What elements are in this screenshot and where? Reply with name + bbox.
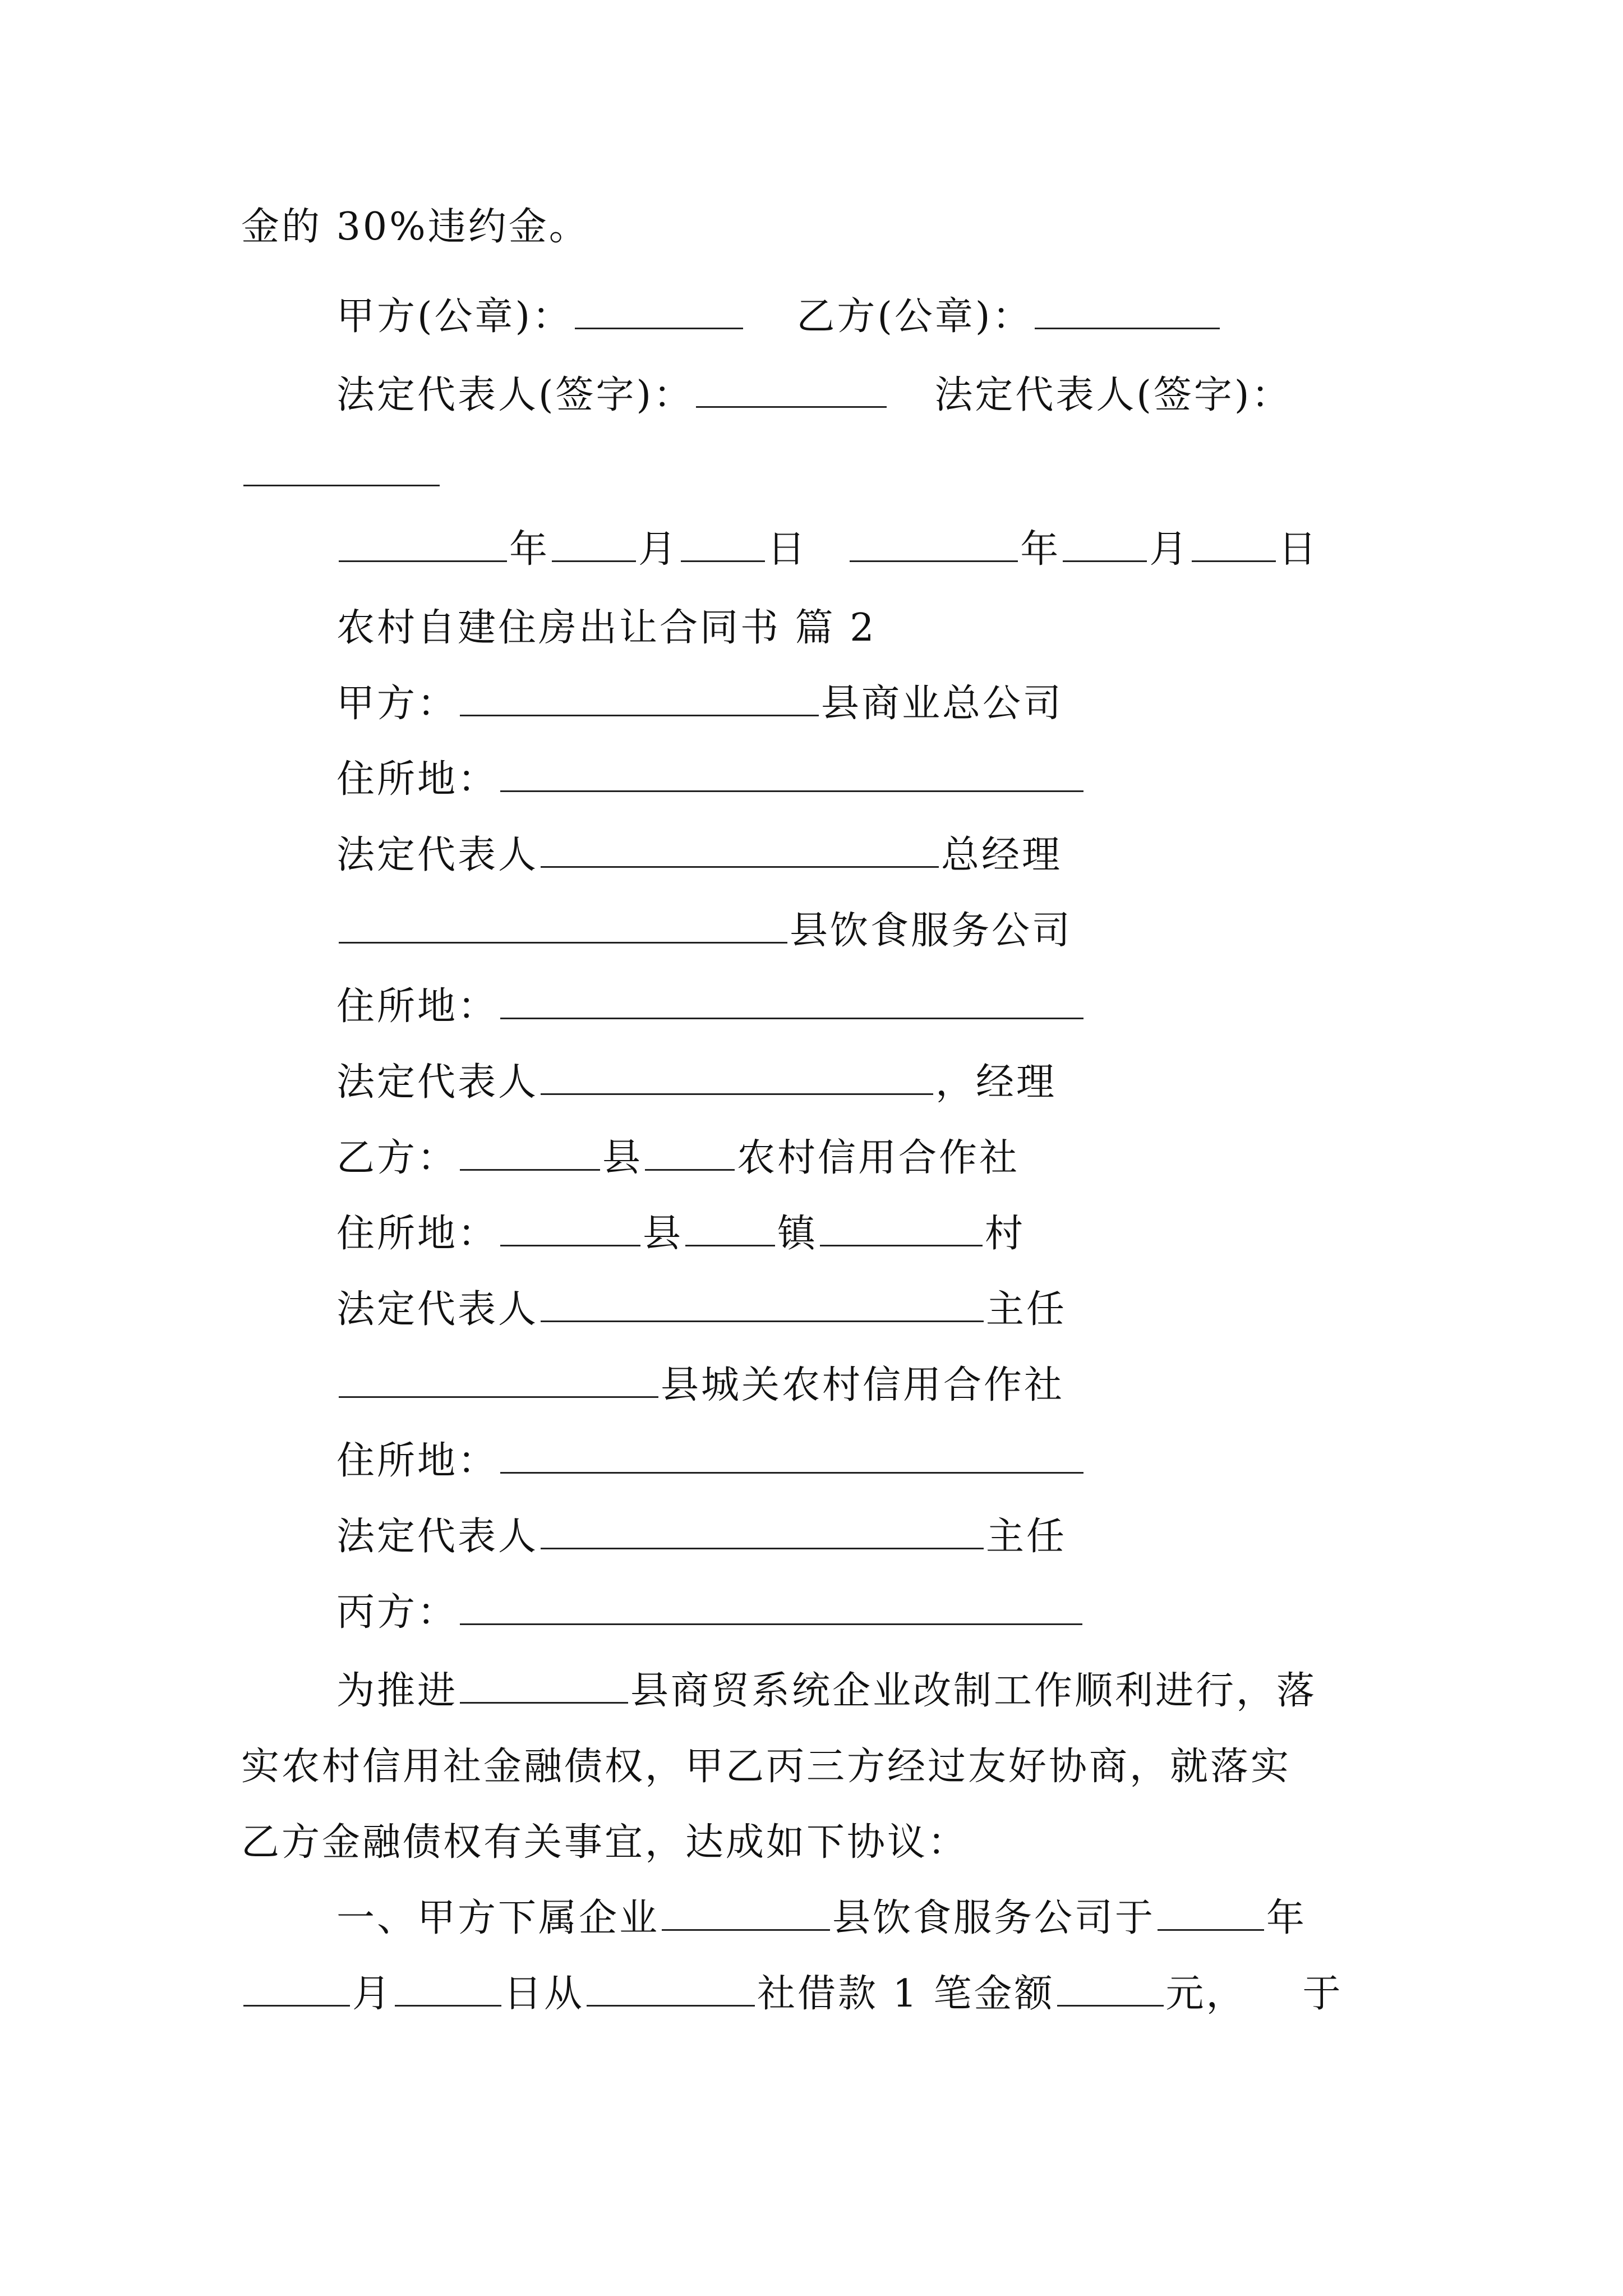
legal-rep-sign-line (336, 370, 1292, 421)
address-label: 住所地： (336, 757, 499, 802)
party-b-seal-blank (1035, 296, 1220, 329)
p2-at: 于 (1302, 1972, 1343, 2016)
legal-rep-label: 法定代表人 (336, 833, 539, 877)
address-village-blank (820, 1213, 983, 1246)
p2-start: 一、甲方下属企业 (336, 1896, 660, 1940)
date-line (336, 524, 1318, 575)
date-b-month-blank (1063, 529, 1147, 562)
director-title: 主任 (986, 1515, 1067, 1559)
seal-line (336, 292, 1222, 342)
county: 县 (643, 1212, 684, 1256)
catering-legal-rep-line (336, 1057, 1057, 1108)
p2-company: 县饮食服务公司于 (832, 1896, 1156, 1940)
paragraph-1-line-2 (241, 1742, 1291, 1792)
party-b-label: 乙方： (336, 1136, 458, 1180)
county: 县 (602, 1136, 643, 1180)
party-b-seal-label: 乙方(公章)： (796, 295, 1033, 339)
catering-company-line (336, 906, 1072, 956)
party-b-line (336, 1133, 1020, 1184)
party-a-label: 甲方： (336, 682, 458, 726)
chengguan-legal-rep-line (336, 1512, 1067, 1562)
party-a-seal-blank (575, 296, 743, 329)
paragraph-1-line-1 (336, 1666, 1317, 1717)
p2-month-blank (243, 1973, 350, 2007)
penalty-clause-tail (241, 202, 589, 252)
party-a-legal-rep-line (336, 830, 1062, 881)
address-county-blank (500, 1213, 640, 1246)
party-b-town-blank (645, 1138, 735, 1171)
legal-rep-sign-b-blank-line (241, 449, 442, 499)
legal-rep-sign-b-blank (243, 453, 440, 486)
catering-company-blank (339, 910, 787, 944)
party-a-line (336, 679, 1063, 729)
manager-title: ，经理 (935, 1060, 1057, 1105)
party-a-seal-label: 甲方(公章)： (336, 295, 573, 339)
date-a-month-blank (552, 529, 636, 562)
party-b-address-line (336, 1209, 1025, 1259)
legal-rep-sign-a-blank (696, 375, 887, 408)
legal-rep-sign-a-label: 法定代表人(签字)： (336, 373, 694, 417)
penalty-text: 金的 30%违约金。 (241, 205, 589, 249)
director-title: 主任 (986, 1287, 1067, 1332)
p2-yuan: 元， (1165, 1972, 1247, 2016)
legal-rep-sign-b-label: 法定代表人(签字)： (934, 373, 1292, 417)
date-a-year: 年 (509, 527, 550, 572)
section-title-text: 农村自建住房出让合同书 篇 2 (336, 606, 877, 650)
address-label: 住所地： (336, 984, 499, 1029)
party-a-name-blank (460, 683, 819, 716)
date-b-day: 日 (1278, 527, 1319, 572)
p1-line3: 乙方金融债权有关事宜，达成如下协议： (241, 1820, 969, 1865)
chengguan-address-line (336, 1436, 1086, 1487)
date-b-year: 年 (1020, 527, 1061, 572)
village: 村 (985, 1212, 1026, 1256)
p1-line2: 实农村信用社金融债权，甲乙丙三方经过友好协商，就落实 (241, 1745, 1292, 1789)
date-a-year-blank (339, 529, 507, 562)
date-a-day: 日 (767, 527, 808, 572)
legal-rep-blank (541, 1289, 984, 1322)
party-a-address-line (336, 754, 1086, 805)
p2-year: 年 (1266, 1896, 1307, 1940)
paragraph-2-line-1 (336, 1893, 1307, 1944)
legal-rep-label: 法定代表人 (336, 1060, 539, 1105)
address-label: 住所地： (336, 1439, 499, 1483)
party-b-county-blank (460, 1138, 600, 1171)
party-b-legal-rep-line (336, 1285, 1067, 1335)
date-a-month: 月 (638, 527, 679, 572)
paragraph-2-line-2 (241, 1969, 1343, 2019)
date-b-day-blank (1192, 529, 1276, 562)
p2-day-from: 日从 (504, 1972, 585, 2016)
date-a-day-blank (681, 529, 765, 562)
town: 镇 (777, 1212, 818, 1256)
p1-start: 为推进 (336, 1669, 458, 1713)
party-a-name-suffix: 县商业总公司 (821, 682, 1064, 726)
chengguan-coop-line (336, 1360, 1064, 1411)
p2-loan: 社借款 1 笔金额 (757, 1972, 1055, 2016)
date-b-year-blank (850, 529, 1018, 562)
gm-title: 总经理 (941, 833, 1063, 877)
address-blank (500, 759, 1083, 792)
address-blank (500, 1441, 1083, 1474)
legal-rep-label: 法定代表人 (336, 1515, 539, 1559)
address-town-blank (685, 1213, 775, 1246)
p2-month: 月 (352, 1972, 393, 2016)
chengguan-coop: 县城关农村信用合作社 (661, 1363, 1065, 1407)
catering-company: 县饮食服务公司 (790, 909, 1073, 953)
rural-credit-coop: 农村信用合作社 (737, 1136, 1020, 1180)
legal-rep-blank (541, 1062, 933, 1095)
p2-coop-blank (587, 1973, 755, 2007)
p1-after-blank: 县商贸系统企业改制工作顺利进行，落 (630, 1669, 1317, 1713)
party-c-blank (460, 1592, 1082, 1625)
p1-county-blank (460, 1671, 628, 1704)
p2-day-blank (395, 1973, 501, 2007)
legal-rep-label: 法定代表人 (336, 1287, 539, 1332)
paragraph-1-line-3 (241, 1818, 968, 1868)
p2-company-blank (662, 1898, 830, 1931)
chengguan-coop-blank (339, 1365, 658, 1398)
legal-rep-blank (541, 1516, 984, 1549)
catering-address-line (336, 982, 1086, 1032)
date-b-month: 月 (1149, 527, 1190, 572)
p2-amount-blank (1057, 1973, 1164, 2007)
party-c-line (336, 1588, 1085, 1638)
legal-rep-blank (541, 835, 939, 868)
p2-year-blank (1158, 1898, 1264, 1931)
address-label: 住所地： (336, 1212, 499, 1256)
address-blank (500, 986, 1083, 1019)
section-title (336, 603, 877, 654)
party-c-label: 丙方： (336, 1590, 458, 1635)
